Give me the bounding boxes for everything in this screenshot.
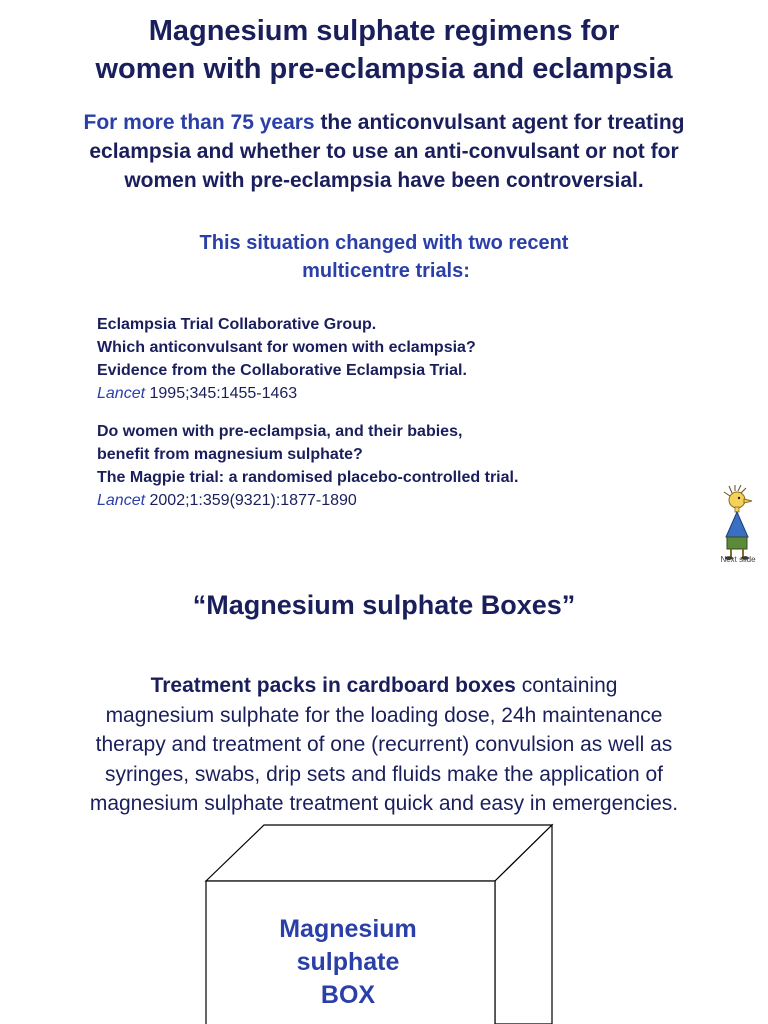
treatment-line-4: syringes, swabs, drip sets and fluids make the application of bbox=[105, 762, 663, 786]
page-title bbox=[0, 12, 768, 88]
box-top-face bbox=[206, 825, 552, 881]
treatment-line-5: magnesium sulphate treatment quick and easy in emergencies. bbox=[89, 792, 679, 815]
reference-2-line-1: Do women with pre-eclampsia, and their babies, bbox=[97, 423, 463, 440]
reference-2-citation: 2002;1:359(9321):1877-1890 bbox=[145, 492, 357, 509]
reference-1-line-2: Which anticonvulsant for women with eclampsia? bbox=[97, 339, 476, 356]
reference-2-line-3: The Magpie trial: a randomised placebo-controlled trial. bbox=[97, 469, 519, 486]
intro-line-3: women with pre-eclampsia have been controversial. bbox=[124, 169, 644, 192]
situation-line-1: This situation changed with two recent bbox=[199, 232, 569, 254]
intro-paragraph bbox=[0, 108, 768, 195]
situation-text bbox=[0, 229, 768, 285]
treatment-line-1-rest: containing bbox=[515, 674, 618, 697]
treatment-bold: Treatment packs in cardboard boxes bbox=[150, 674, 516, 697]
box-label-line-3: BOX bbox=[320, 981, 376, 1009]
treatment-line-1 bbox=[0, 671, 768, 701]
reference-1-citation: 1995;345:1455-1463 bbox=[145, 385, 298, 402]
box-label-line-1: Magnesium bbox=[279, 915, 417, 943]
reference-2-line-2: benefit from magnesium sulphate? bbox=[97, 446, 363, 463]
reference-2 bbox=[97, 420, 518, 512]
title-line-2: women with pre-eclampsia and eclampsia bbox=[95, 53, 673, 85]
box-label-line-2: sulphate bbox=[296, 948, 400, 976]
treatment-line-3: therapy and treatment of one (recurrent) convulsion as well as bbox=[95, 733, 673, 756]
intro-line-1-rest: the anticonvulsant agent for treating bbox=[314, 111, 685, 134]
treatment-line-2: magnesium sulphate for the loading dose, 24h maintenance bbox=[105, 703, 663, 727]
reference-1-journal: Lancet bbox=[97, 385, 146, 402]
intro-line-2: eclampsia and whether to use an anti-convulsant or not for bbox=[89, 140, 679, 163]
boxes-heading: “Magnesium sulphate Boxes” bbox=[192, 590, 576, 620]
reference-1 bbox=[97, 313, 476, 405]
next-slide-label[interactable]: Next slide bbox=[720, 555, 756, 564]
reference-2-citation-line bbox=[97, 489, 518, 512]
title-line-1: Magnesium sulphate regimens for bbox=[148, 15, 620, 47]
reference-1-citation-line bbox=[97, 382, 476, 405]
reference-1-line-3: Evidence from the Collaborative Eclampsia Trial. bbox=[97, 362, 467, 379]
intro-line-1 bbox=[0, 108, 768, 137]
intro-highlight: For more than 75 years bbox=[83, 111, 315, 134]
situation-line-2: multicentre trials: bbox=[302, 260, 470, 282]
reference-2-journal: Lancet bbox=[97, 492, 146, 509]
reference-1-line-1: Eclampsia Trial Collaborative Group. bbox=[97, 316, 377, 333]
treatment-paragraph bbox=[0, 671, 768, 819]
box-label bbox=[210, 913, 486, 1012]
